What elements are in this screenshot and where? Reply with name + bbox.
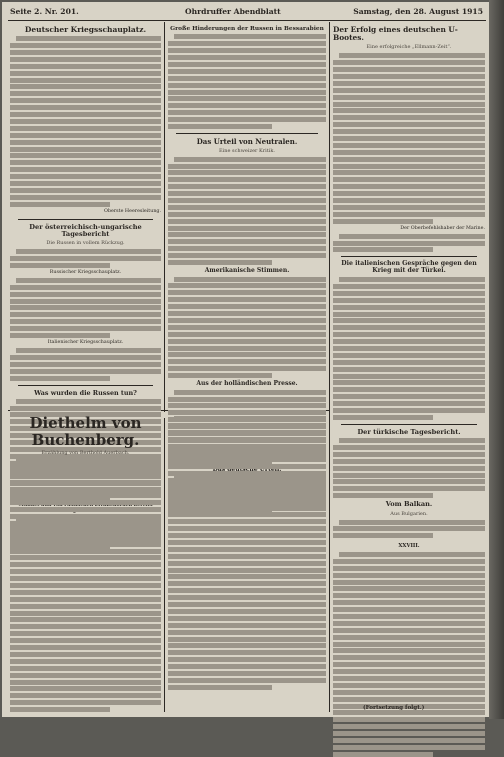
article-paragraph bbox=[10, 249, 161, 268]
headline: Was wurden die Russen tun? bbox=[34, 388, 137, 397]
subheadline: Aus Bulgarien. bbox=[390, 510, 428, 517]
article-paragraph bbox=[10, 36, 161, 206]
column-divider-2 bbox=[329, 22, 330, 712]
headline: Der österreichisch-ungarische Tagesbericht bbox=[29, 222, 142, 238]
section-label: Italienischer Kriegsschauplatz. bbox=[47, 340, 124, 346]
article-paragraph bbox=[333, 520, 485, 539]
signature-line: Der Oberbefehlshaber der Marine. bbox=[400, 225, 485, 231]
subheadline: Eine schweizer Kritik. bbox=[219, 147, 275, 154]
headline: Große Hinderungen der Russen in Bessarabien bbox=[170, 26, 324, 32]
column-divider-3 bbox=[164, 418, 165, 712]
article-paragraph bbox=[10, 459, 161, 712]
headline: Deutscher Kriegsschauplatz. bbox=[24, 25, 147, 34]
article-paragraph bbox=[168, 277, 326, 378]
column-3 bbox=[333, 23, 485, 713]
article-paragraph bbox=[333, 438, 485, 498]
headline: Der türkische Tagesbericht. bbox=[357, 427, 461, 436]
signature-line: Oberste Heeresleitung. bbox=[104, 208, 161, 214]
column-2 bbox=[168, 23, 326, 409]
headline: Das Urteil von Neutralen. bbox=[196, 136, 298, 146]
article-paragraph bbox=[10, 348, 161, 381]
article-paragraph bbox=[333, 53, 485, 223]
separator bbox=[18, 219, 153, 220]
separator bbox=[176, 133, 318, 134]
headline: Die italienischen Gespräche gegen den Krieg mit der Türkei. bbox=[341, 260, 477, 275]
separator bbox=[341, 424, 477, 425]
chapter-number: XXVIII. bbox=[398, 543, 420, 550]
subheadline: Die Russen in vollem Rückzug. bbox=[46, 240, 125, 247]
column-divider-1 bbox=[164, 22, 165, 412]
page-edge bbox=[489, 0, 504, 719]
article-paragraph bbox=[333, 277, 485, 420]
headline: Aus der holländischen Presse. bbox=[196, 380, 298, 388]
issue-date: Samstag, den 28. August 1915 bbox=[353, 7, 483, 16]
feuilleton-title: Diethelm von Buchenberg. bbox=[29, 414, 142, 449]
column-1 bbox=[10, 23, 161, 409]
newspaper-title: Ohrdruffer Abendblatt bbox=[185, 7, 281, 16]
headline: Amerikanische Stimmen. bbox=[204, 267, 290, 274]
section-label: Russischer Kriegsschauplatz. bbox=[49, 269, 122, 275]
article-paragraph bbox=[333, 552, 485, 757]
subheadline: Eine erfolgreiche „Ellmann-Zeit“. bbox=[366, 44, 452, 51]
article-paragraph bbox=[333, 234, 485, 253]
newspaper-page bbox=[2, 2, 489, 717]
article-paragraph bbox=[168, 416, 326, 690]
feuilleton-column-1 bbox=[10, 414, 161, 714]
headline: Der Erfolg eines deutschen U-Bootes. bbox=[333, 25, 458, 43]
article-paragraph bbox=[168, 157, 326, 265]
headline: Vom Balkan. bbox=[385, 500, 433, 509]
article-paragraph bbox=[168, 34, 326, 129]
continued-note: (Fortsetzung folgt.) bbox=[363, 705, 425, 711]
masthead bbox=[2, 6, 489, 18]
separator bbox=[18, 385, 153, 386]
separator bbox=[341, 256, 477, 257]
feuilleton-subtitle: Erzählung von Berthold Auerbach. bbox=[41, 450, 130, 456]
page-number: Seite 2. Nr. 201. bbox=[10, 7, 79, 16]
masthead-rule bbox=[8, 20, 486, 21]
article-paragraph bbox=[10, 278, 161, 338]
feuilleton-column-2 bbox=[168, 414, 326, 714]
